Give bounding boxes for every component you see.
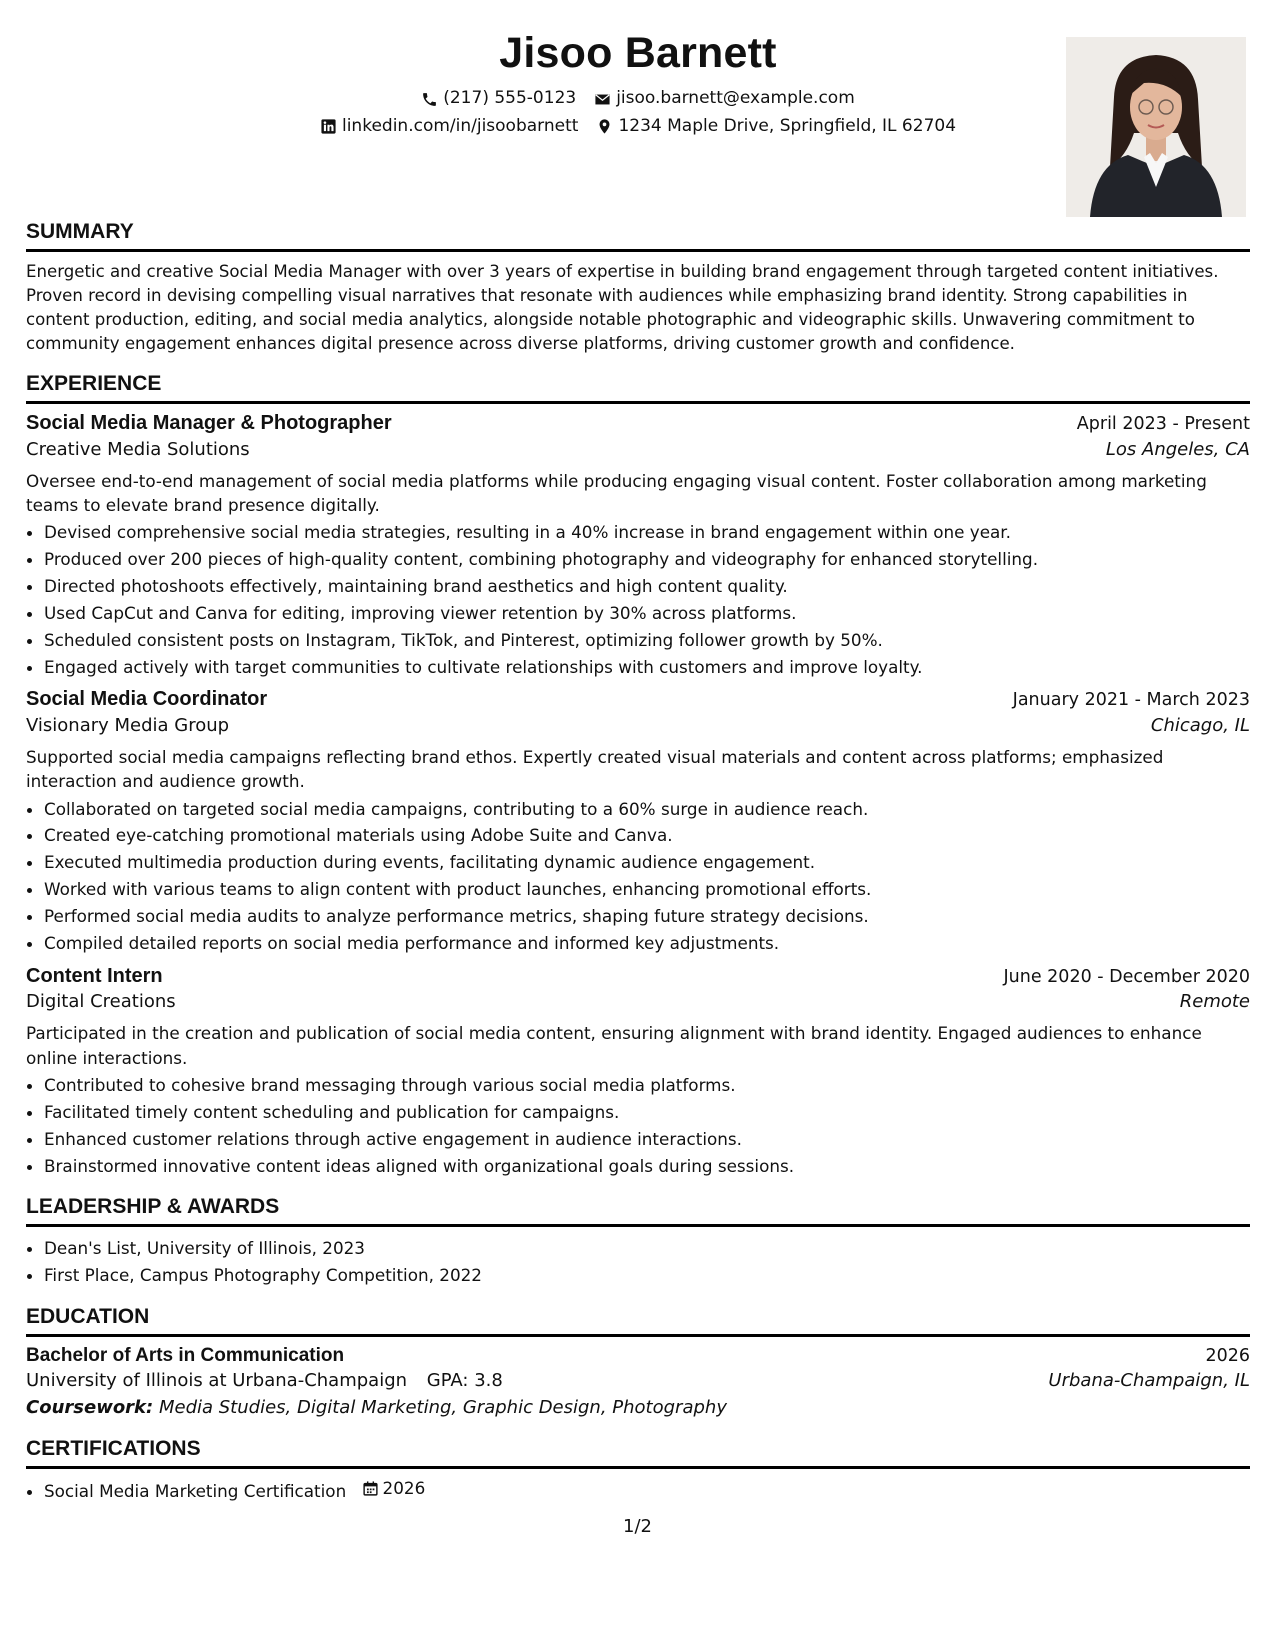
email-contact[interactable] [594, 87, 855, 110]
coursework-text: Media Studies, Digital Marketing, Graphic Design, Photography [158, 1397, 727, 1419]
summary-text: Energetic and creative Social Media Manager with over 3 years of expertise in building brand engagement through targeted content initiatives. Proven record in devising compelling visual narratives that resonate with audiences while emphasizing brand identity. Strong capabilities in content production, editing, and social media analytics, alongside notable photographic and videographic skills. Unwavering commitment to community engagement enhances digital presence across diverse platforms, driving customer growth and confidence. [26, 261, 1219, 354]
job-entry [26, 686, 1250, 956]
job-entry [26, 410, 1250, 680]
bullet-item: • Compiled detailed reports on social media performance and informed key adjustments. [44, 930, 1250, 957]
certification-item [44, 1475, 1250, 1505]
job-entry [26, 963, 1250, 1180]
certifications-list [26, 1475, 1250, 1505]
bullet-item: • Created eye-catching promotional materials using Adobe Suite and Canva. [44, 822, 1250, 849]
summary-heading: SUMMARY [26, 218, 1250, 252]
education-heading: EDUCATION [26, 1303, 1250, 1337]
leadership-list [26, 1235, 1250, 1289]
experience-heading: EXPERIENCE [26, 370, 1250, 404]
job-description: Supported social media campaigns reflecting brand ethos. Expertly created visual materials and content across platforms; emphasized interaction and audience growth. [26, 746, 1164, 792]
coursework [26, 1396, 1250, 1421]
bullet-item: • Executed multimedia production during events, facilitating dynamic audience engagement. [44, 849, 1250, 876]
address-text: 1234 Maple Drive, Springfield, IL 62704 [618, 115, 957, 136]
bullet-item: • Used CapCut and Canva for editing, improving viewer retention by 30% across platforms. [44, 600, 1250, 627]
linkedin-contact[interactable] [320, 115, 578, 138]
job-bullets [26, 519, 1250, 680]
phone-text: (217) 555-0123 [443, 88, 577, 109]
linkedin-icon [320, 118, 337, 135]
resume-page [26, 20, 1250, 1505]
degree-title: Bachelor of Arts in Communication [26, 1345, 345, 1367]
bullet-item: • Devised comprehensive social media strategies, resulting in a 40% increase in brand engagement within one year. [44, 519, 1250, 546]
company-name: Digital Creations [26, 991, 176, 1013]
job-title: Social Media Manager & Photographer [26, 412, 392, 435]
bullet-item: • Produced over 200 pieces of high-quality content, combining photography and videography for enhanced storytelling. [44, 546, 1250, 573]
coursework-label: Coursework: [26, 1397, 154, 1419]
bullet-item: • Engaged actively with target communities to cultivate relationships with customers and improve loyalty. [44, 654, 1250, 681]
job-description: Oversee end-to-end management of social media platforms while producing engaging visual content. Foster collaboration among marketing teams to elevate brand presence digitally. [26, 470, 1207, 515]
bullet-item: • Performed social media audits to analyze performance metrics, shaping future strategy decisions. [44, 903, 1250, 930]
certifications-heading: CERTIFICATIONS [26, 1435, 1250, 1469]
award-item: • Dean's List, University of Illinois, 2023 [44, 1235, 1250, 1262]
bullet-item: • Contributed to cohesive brand messaging through various social media platforms. [44, 1072, 1250, 1099]
company-name: Creative Media Solutions [26, 438, 250, 460]
email-text: jisoo.barnett@example.com [616, 88, 855, 109]
map-pin-icon [596, 118, 613, 135]
job-bullets [26, 796, 1250, 957]
certification-date-text: 2026 [382, 1477, 426, 1498]
linkedin-text: linkedin.com/in/jisoobarnett [341, 115, 579, 136]
job-location: Chicago, IL [1150, 715, 1250, 737]
resume-header [26, 24, 1250, 204]
bullet-item: • Collaborated on targeted social media campaigns, contributing to a 60% surge in audience reach. [44, 796, 1250, 823]
bullet-item: • Facilitated timely content scheduling and publication for campaigns. [44, 1099, 1250, 1126]
certification-date [362, 1475, 426, 1502]
calendar-icon [362, 1480, 379, 1497]
bullet-item: • Enhanced customer relations through active engagement in audience interactions. [44, 1126, 1250, 1153]
bullet-item: • Worked with various teams to align content with product launches, enhancing promotional efforts. [44, 876, 1250, 903]
school-location: Urbana-Champaign, IL [1048, 1370, 1250, 1392]
certification-name: Social Media Marketing Certification [44, 1480, 347, 1501]
envelope-icon [594, 91, 611, 108]
graduation-year: 2026 [1205, 1346, 1250, 1367]
job-title: Content Intern [26, 964, 163, 987]
job-date: June 2020 - December 2020 [1003, 966, 1250, 987]
bullet-item: • Brainstormed innovative content ideas aligned with organizational goals during sessions. [44, 1153, 1250, 1180]
job-date: January 2021 - March 2023 [1012, 690, 1250, 711]
phone-icon [421, 91, 438, 108]
education-entry [26, 1343, 1250, 1421]
gpa-text: GPA: 3.8 [426, 1370, 503, 1392]
job-location: Remote [1179, 991, 1250, 1013]
job-location: Los Angeles, CA [1105, 438, 1250, 460]
job-bullets [26, 1072, 1250, 1180]
job-description: Participated in the creation and publication of social media content, ensuring alignment with brand identity. Engaged audiences to enhance online interactions. [26, 1023, 1202, 1068]
bullet-item: • Scheduled consistent posts on Instagram, TikTok, and Pinterest, optimizing follower growth by 50%. [44, 627, 1250, 654]
job-title: Social Media Coordinator [26, 688, 268, 711]
phone-contact [421, 87, 576, 110]
profile-photo [1066, 37, 1246, 217]
company-name: Visionary Media Group [26, 715, 230, 737]
school-name: University of Illinois at Urbana-Champaign [26, 1370, 408, 1392]
address-contact [596, 115, 956, 138]
job-date: April 2023 - Present [1076, 414, 1250, 435]
page-number: 1/2 [623, 1516, 652, 1537]
award-item: • First Place, Campus Photography Competition, 2022 [44, 1262, 1250, 1289]
leadership-heading: LEADERSHIP & AWARDS [26, 1193, 1250, 1227]
candidate-name: Jisoo Barnett [499, 29, 777, 77]
bullet-item: • Directed photoshoots effectively, maintaining brand aesthetics and high content quality. [44, 573, 1250, 600]
